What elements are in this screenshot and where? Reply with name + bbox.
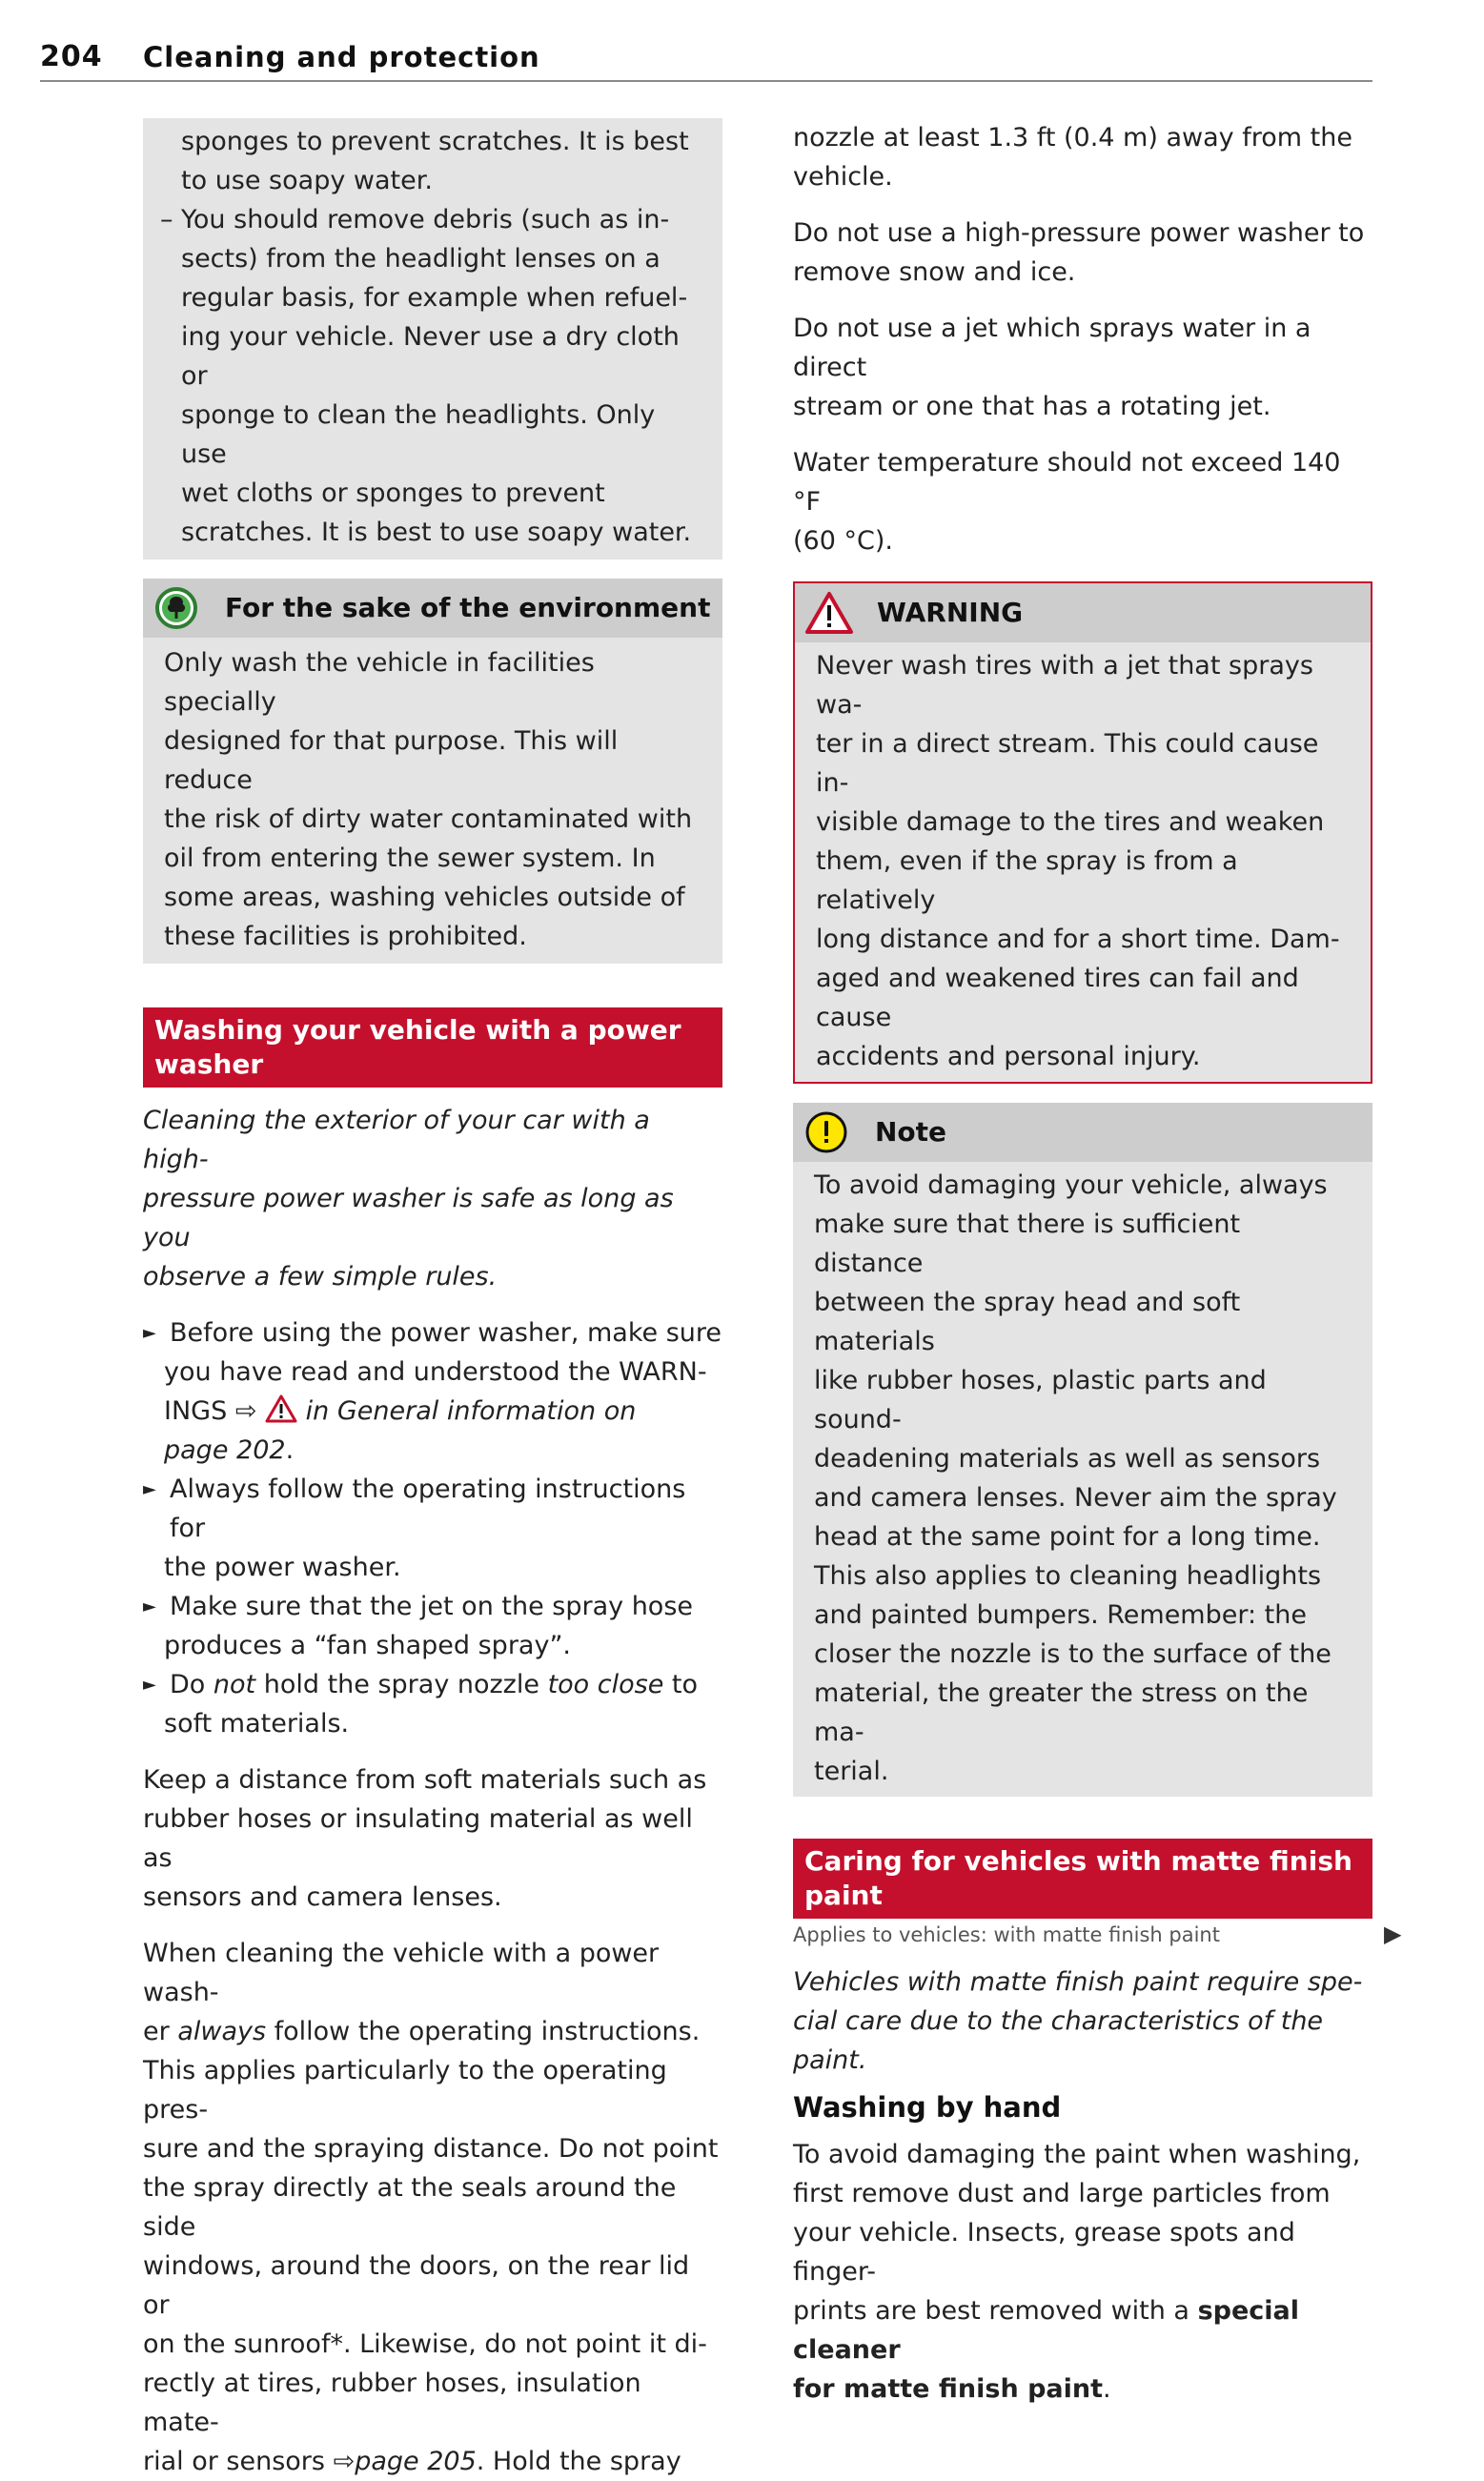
environment-text: Only wash the vehicle in facilities specially designed for that purpose. This will reduce the risk of dirty water contaminated with oil from entering the sewer system. In some areas, washing vehicles outside of these facilities is prohibited.: [164, 648, 693, 951]
section-heading-matte-finish: Caring for vehicles with matte finish paint: [793, 1839, 1372, 1919]
paragraph: When cleaning the vehicle with a power wash- er always follow the operating instructions. This applies particularly to the operating pres- sure and the spraying distance. Do not point the spray directly at the seals around the side windows, around the doors, on the rear lid or on the sunroof*. Likewise, do not point it di- rectly at tires, rubber hoses, insulation mate- rial or sensors ⇨page 205. Hold the spray: [143, 1939, 719, 2476]
note-text: To avoid damaging your vehicle, always make sure that there is sufficient distance between the spray head and soft materials like rubber hoses, plastic parts and sound- deadening materials as well as sensors and camera lenses. Never aim the spray head at the same point for a long time. This also applies to cleaning headlights and painted bumpers. Remember: the closer the nozzle is to the surface of the material, the greater the stress on the ma- terial.: [814, 1170, 1337, 1786]
page-header: [40, 36, 1372, 82]
list-item: ► Make sure that the jet on the spray hose produces a “fan shaped spray”.: [143, 1587, 722, 1665]
environment-box: [143, 579, 722, 964]
section-lead: Vehicles with matte finish paint require spe- cial care due to the characteristics of the paint.: [793, 1967, 1363, 2075]
list-item: ► Always follow the operating instructions for the power washer.: [143, 1470, 722, 1587]
tree-icon: [154, 586, 198, 630]
note-box: [793, 1103, 1372, 1797]
bullet-triangle-icon: ►: [143, 1479, 156, 1499]
warning-box-header: [795, 583, 1371, 642]
left-column: [143, 118, 722, 2481]
bullet-triangle-icon: ►: [143, 1323, 156, 1343]
note-title: Note: [875, 1116, 947, 1148]
page-reference-link[interactable]: page 202: [164, 1435, 286, 1465]
continued-box: sponges to prevent scratches. It is best to use soapy water. – You should remove debris (such as in- sects) from the headlight lenses on a regular basis, for example when refuel- ing your vehicle. Never use a dry cloth or sponge to clean the headlights. Only use wet cloths or sponges to prevent scratches. It is best to use soapy water.: [143, 118, 722, 559]
section-lead: Cleaning the exterior of your car with a high- pressure power washer is safe as long as you observe a few simple rules.: [143, 1106, 674, 1291]
cross-reference-link[interactable]: in General information on: [305, 1396, 637, 1426]
section-heading-power-washer: Washing your vehicle with a power washer: [143, 1007, 722, 1088]
warning-title: WARNING: [877, 597, 1024, 628]
subheading-washing-by-hand: Washing by hand: [793, 2091, 1062, 2124]
exclamation-icon: [804, 1110, 848, 1154]
paragraph: Keep a distance from soft materials such as rubber hoses or insulating material as well as sensors and camera lenses.: [143, 1765, 707, 1912]
paragraph: Do not use a jet which sprays water in a direct stream or one that has a rotating jet.: [793, 314, 1311, 421]
dash-list-item: – You should remove debris (such as in- sects) from the headlight lenses on a regular basis, for example when refuel- ing your vehicle. Never use a dry cloth or sponge to clean the headlights. Only use wet cloths or sponges to prevent scratches. It is best to use soapy water.: [160, 205, 692, 547]
warning-triangle-icon: [265, 1394, 297, 1423]
paragraph: Do not use a high-pressure power washer to remove snow and ice.: [793, 218, 1365, 287]
warning-box: [793, 581, 1372, 1084]
page-reference-link[interactable]: page 205: [355, 2447, 477, 2476]
paragraph: To avoid damaging the paint when washing, first remove dust and large particles from your vehicle. Insects, grease spots and finger- prints are best removed with a special cleaner for matte finish paint.: [793, 2140, 1361, 2404]
page-number: 204: [40, 40, 103, 73]
warning-triangle-icon: [804, 591, 854, 635]
applies-to-note: Applies to vehicles: with matte finish paint: [793, 1923, 1220, 1946]
warning-text: Never wash tires with a jet that sprays wa- ter in a direct stream. This could cause in- visible damage to the tires and weaken them, even if the spray is from a relatively long distance and for a short time. Dam- aged and weakened tires can fail and cause accidents and personal injury.: [816, 651, 1340, 1071]
continue-arrow-icon[interactable]: ▶: [1384, 1921, 1402, 1947]
environment-title: For the sake of the environment: [225, 592, 711, 623]
bullet-triangle-icon: ►: [143, 1596, 156, 1617]
right-column: [793, 118, 1372, 2409]
environment-box-header: [143, 579, 722, 638]
page-title: Cleaning and protection: [143, 41, 540, 73]
list-item: ► Do not hold the spray nozzle too close to soft materials.: [143, 1665, 722, 1743]
bullet-triangle-icon: ►: [143, 1675, 156, 1695]
note-box-header: [793, 1103, 1372, 1162]
paragraph: nozzle at least 1.3 ft (0.4 m) away from the vehicle.: [793, 123, 1352, 192]
list-item: ► Before using the power washer, make sure you have read and understood the WARN- INGS ⇨ in General information on page 202.: [143, 1313, 722, 1470]
paragraph: Water temperature should not exceed 140 °F (60 °C).: [793, 448, 1341, 556]
